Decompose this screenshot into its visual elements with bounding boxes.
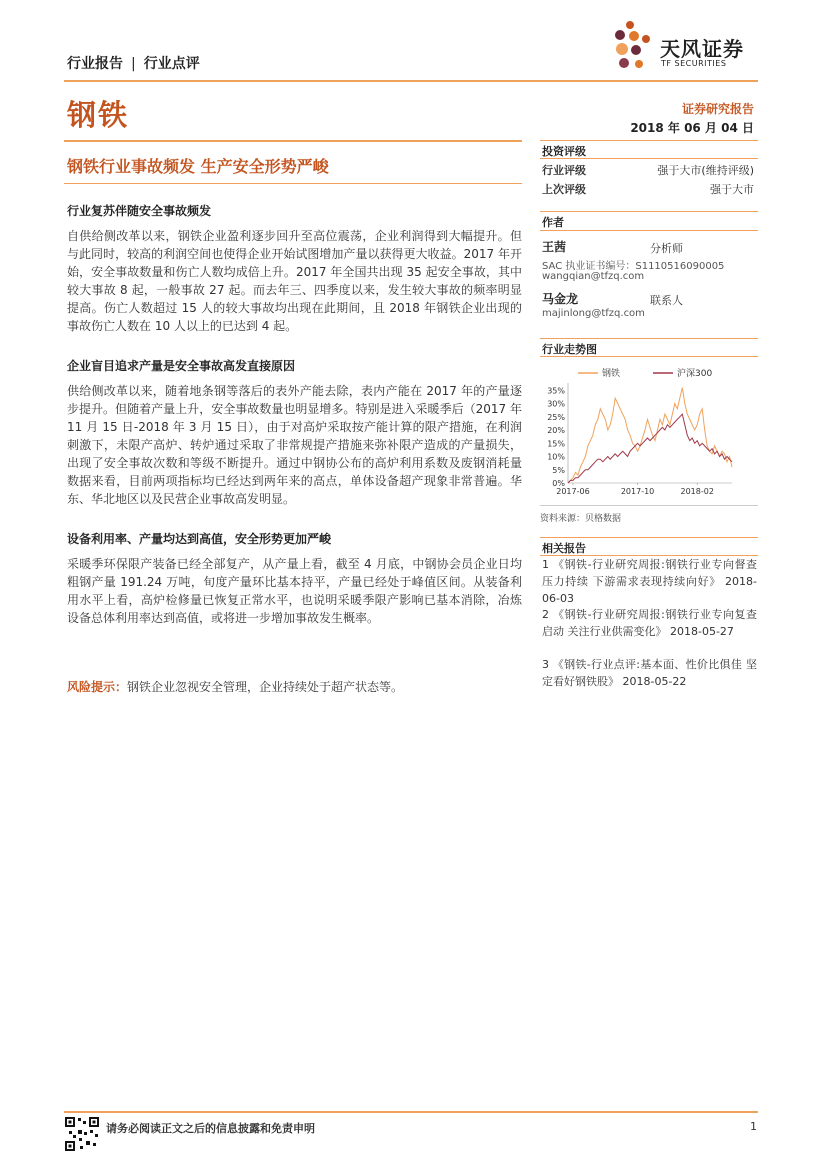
- y-tick-label: 0%: [552, 479, 565, 488]
- y-tick-label: 15%: [547, 439, 565, 449]
- author-name-2: 马金龙: [542, 292, 579, 306]
- section-heading-2: 企业盲目追求产量是安全事故高发直接原因: [67, 359, 296, 373]
- authors-divider: [540, 230, 758, 231]
- author-role-2: 联系人: [650, 294, 683, 307]
- industry-title: 钢铁: [67, 98, 130, 132]
- risk-label: 风险提示：: [67, 680, 128, 694]
- sidebar-top-divider: [540, 140, 758, 141]
- related-report-2[interactable]: 2 《钢铁-行业研究周报:钢铁行业专向复查启动 关注行业供需变化》 2018-05-27: [542, 608, 757, 638]
- authors-heading: 作者: [542, 216, 564, 229]
- y-tick-label: 25%: [547, 412, 565, 422]
- x-tick-label: 2018-02: [680, 487, 714, 496]
- logo-text-en: TF SECURITIES: [661, 59, 727, 68]
- section-heading-3: 设备利用率、产量均达到高值，安全形势更加严峻: [67, 532, 332, 546]
- trend-divider: [540, 356, 758, 357]
- author-role-1: 分析师: [650, 242, 683, 255]
- industry-rating-label: 行业评级: [542, 164, 586, 177]
- company-logo: [612, 19, 762, 79]
- section-body-1: 自供给侧改革以来，钢铁企业盈利逐步回升至高位震荡，企业利润得到大幅提升。但与此同时，较高的利润空间也使得企业开始试图增加产量以获得更大收益。2017 年开始，安全事故数量和伤亡人数均成倍上升。2017 年全国共出现 35 起安全事故，其中较大事故 8 起，一般事故 27 起。而去年三、四季度以来，发生较大事故的频率明显提高。伤亡人数超过 15 人的较大事故均出现在此期间，且 2018 年钢铁企业出现的事故伤亡人数在 10 人以上的已达到 4 起。: [67, 229, 522, 333]
- qr-code-icon: [64, 1116, 100, 1152]
- headline-divider: [64, 183, 522, 184]
- headline: 钢铁行业事故频发 生产安全形势严峻: [67, 157, 329, 176]
- risk-warning: [67, 678, 403, 695]
- industry-rating-value: 强于大市(维持评级): [657, 164, 754, 177]
- rating-heading: 投资评级: [542, 145, 586, 158]
- related-heading: 相关报告: [542, 542, 586, 555]
- author-sac-1: SAC 执业证书编号：S1110516090005: [542, 261, 725, 272]
- risk-text: 钢铁企业忽视安全管理，企业持续处于超产状态等。: [127, 680, 404, 694]
- section-body-2: 供给侧改革以来，随着地条钢等落后的表外产能去除，表内产能在 2017 年的产量逐步提升。但随着产量上升，安全事故数量也明显增多。特别是进入采暖季后（2017 年 11 月 15 日-2018 年 3 月 15 日），由于对高炉采取按产能计算的限产措施，在利润刺激下，未限产高炉、转炉通过采取了非常规提产措施来弥补限产造成的产量损失，出现了安全事故次数和等级不断提升。通过中钢协公布的高炉利用系数及废钢消耗量数据来看，目前两项指标均已经达到两年来的高点，单体设备超产现象非常普遍。华东、华北地区以及民营企业事故高发明显。: [67, 384, 522, 506]
- related-report-1[interactable]: 1 《钢铁-行业研究周报:钢铁行业专向督查压力持续 下游需求表现持续向好》 2018-06-03: [542, 558, 757, 605]
- section-heading-1: 行业复苏伴随安全事故频发: [67, 204, 212, 218]
- trend-top-divider: [540, 338, 758, 339]
- trend-heading: 行业走势图: [542, 343, 597, 356]
- y-tick-label: 10%: [547, 452, 565, 462]
- related-top-divider: [540, 537, 758, 538]
- footer-divider: [64, 1111, 758, 1113]
- previous-rating-label: 上次评级: [542, 183, 586, 196]
- author-email-2[interactable]: majinlong@tfzq.com: [542, 308, 645, 319]
- author-name-1: 王茜: [542, 240, 567, 254]
- author-email-1[interactable]: wangqian@tfzq.com: [542, 271, 645, 282]
- legend-label-steel: 钢铁: [602, 369, 621, 379]
- related-report-3[interactable]: 3 《钢铁-行业点评:基本面、性价比俱佳 坚定看好钢铁股》 2018-05-22: [542, 658, 757, 688]
- chart-source: 资料来源：贝格数据: [540, 514, 622, 524]
- x-tick-label: 2017-10: [620, 487, 655, 496]
- footer-disclaimer: 请务必阅读正文之后的信息披露和免责申明: [106, 1122, 315, 1135]
- authors-top-divider: [540, 211, 758, 212]
- report-date: 2018 年 06 月 04 日: [630, 121, 754, 135]
- x-tick-label: 2017-06: [556, 487, 590, 496]
- previous-rating-value: 强于大市: [710, 183, 754, 196]
- industry-trend-chart: [540, 365, 755, 500]
- breadcrumb-separator: |: [131, 56, 136, 72]
- category: 行业报告: [67, 56, 123, 72]
- chart-legend: [578, 367, 712, 379]
- title-divider: [64, 140, 522, 142]
- series-line-steel: [568, 388, 732, 483]
- legend-label-csi300: 沪深300: [677, 369, 713, 379]
- y-tick-label: 30%: [547, 399, 565, 409]
- page-number: 1: [750, 1120, 757, 1133]
- logo-text-cn: 天风证券: [660, 37, 744, 61]
- subcategory: 行业点评: [143, 56, 200, 72]
- y-tick-label: 35%: [547, 386, 565, 396]
- chart-bottom-divider: [540, 505, 758, 506]
- section-body-3: 采暖季环保限产装备已经全部复产，从产量上看，截至 4 月底，中钢协会员企业日均粗钢产量 191.24 万吨，旬度产量环比基本持平，产量已经处于峰值区间。从装备利用水平上看，高炉检修量已恢复正常水平，也说明采暖季限产影响已基本消除，冶炼设备总体利用率达到高值，或将进一步增加事故发生概率。: [67, 557, 522, 625]
- y-tick-label: 5%: [552, 465, 565, 475]
- logo-flower-icon: [612, 19, 658, 75]
- rating-divider: [540, 158, 758, 159]
- report-type: 证券研究报告: [681, 102, 754, 116]
- breadcrumb: [67, 53, 200, 73]
- y-tick-label: 20%: [547, 426, 565, 436]
- series-line-csi300: [568, 414, 732, 483]
- header-divider: [64, 80, 758, 82]
